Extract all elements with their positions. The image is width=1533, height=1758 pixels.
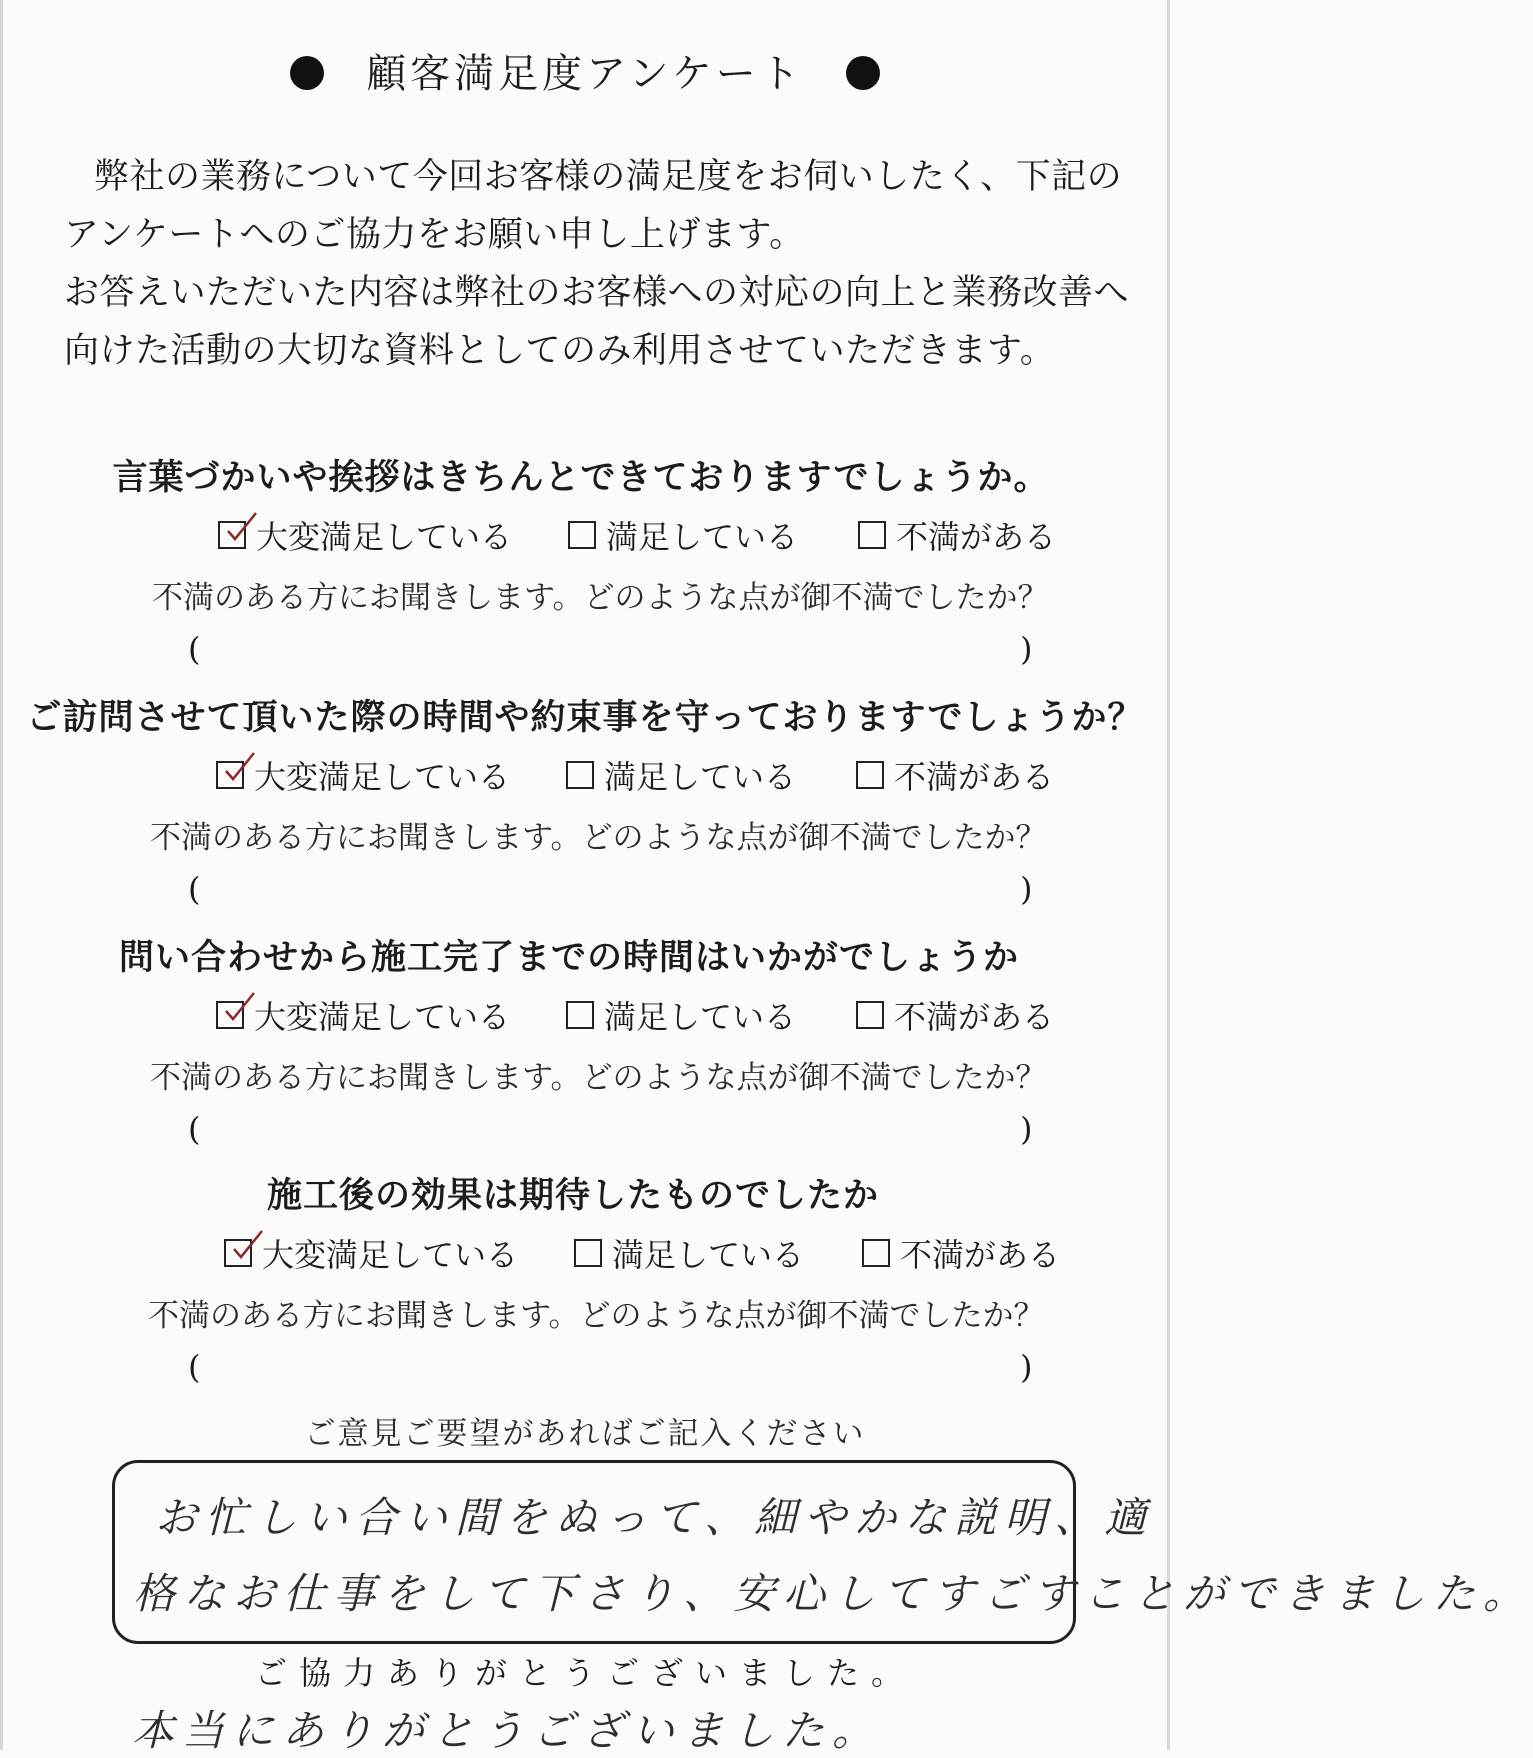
checkbox-unchecked[interactable] (862, 1239, 890, 1267)
checkbox-checked[interactable] (224, 1239, 252, 1267)
bullet-dot-icon (290, 56, 324, 90)
answer-paren-open: ( (188, 1110, 201, 1148)
check-mark-icon (222, 511, 258, 547)
check-mark-icon (220, 991, 256, 1027)
checkbox-unchecked[interactable] (574, 1239, 602, 1267)
answer-paren-close: ) (1020, 630, 1033, 668)
bullet-dot-icon (846, 56, 880, 90)
option-label: 大変満足している (254, 998, 511, 1036)
option-label: 大変満足している (254, 758, 511, 796)
question-1 (0, 450, 1170, 690)
checkbox-unchecked[interactable] (856, 761, 884, 789)
question-3 (0, 930, 1170, 1170)
comment-line: 格なお仕事をして下さり、安心してすごすことができました。 (133, 1569, 1533, 1618)
intro-line: 向けた活動の大切な資料としてのみ利用させていただきます。 (64, 331, 1056, 371)
checkbox-checked[interactable] (216, 1001, 244, 1029)
answer-paren-open: ( (188, 870, 201, 908)
answer-paren-close: ) (1020, 870, 1033, 908)
option-label: 不満がある (896, 518, 1057, 556)
option-very-satisfied[interactable] (216, 992, 510, 1038)
option-label: 満足している (604, 998, 797, 1036)
option-dissatisfied[interactable] (856, 752, 1054, 798)
option-label: 不満がある (894, 758, 1055, 796)
follow-up-question: 不満のある方にお聞きします。どのような点が御不満でしたか？ (150, 1060, 1047, 1096)
checkbox-unchecked[interactable] (568, 521, 596, 549)
option-label: 不満がある (900, 1236, 1061, 1274)
check-mark-icon (228, 1229, 264, 1265)
option-label: 満足している (606, 518, 799, 556)
checkbox-checked[interactable] (218, 521, 246, 549)
option-label: 満足している (612, 1236, 805, 1274)
follow-up-question: 不満のある方にお聞きします。どのような点が御不満でしたか？ (148, 1298, 1045, 1334)
option-very-satisfied[interactable] (216, 752, 510, 798)
answer-paren-open: ( (188, 630, 201, 668)
follow-up-question: 不満のある方にお聞きします。どのような点が御不満でしたか？ (150, 820, 1047, 856)
answer-paren-close: ) (1020, 1348, 1033, 1386)
question-3-text: 問い合わせから施工完了までの時間はいかがでしょうか (118, 937, 1019, 978)
option-label: 不満がある (894, 998, 1055, 1036)
option-very-satisfied[interactable] (218, 512, 512, 558)
option-satisfied[interactable] (566, 992, 796, 1038)
intro-line: 弊社の業務について今回お客様の満足度をお伺いしたく、下記の (94, 157, 1123, 197)
handwritten-signoff: 本当にありがとうございました。 (132, 1706, 883, 1755)
survey-title-row (0, 42, 1170, 99)
question-2-text: ご訪問させて頂いた際の時間や約束事を守っておりますでしょうか？ (26, 697, 1144, 738)
option-dissatisfied[interactable] (856, 992, 1054, 1038)
option-label: 大変満足している (256, 518, 513, 556)
thanks-text: ご協力ありがとうございました。 (254, 1654, 915, 1692)
check-mark-icon (220, 751, 256, 787)
option-label: 満足している (604, 758, 797, 796)
question-1-text: 言葉づかいや挨拶はきちんとできておりますでしょうか。 (112, 457, 1050, 498)
checkbox-unchecked[interactable] (856, 1001, 884, 1029)
answer-paren-open: ( (188, 1348, 201, 1386)
survey-title: 顧客満足度アンケート (366, 51, 804, 97)
comment-box[interactable] (112, 1460, 1533, 1644)
checkbox-unchecked[interactable] (858, 521, 886, 549)
option-very-satisfied[interactable] (224, 1230, 518, 1276)
question-4 (0, 1168, 1170, 1408)
option-label: 大変満足している (262, 1236, 519, 1274)
option-satisfied[interactable] (574, 1230, 804, 1276)
option-dissatisfied[interactable] (858, 512, 1056, 558)
comments-label: ご意見ご要望があればご記入ください (304, 1416, 866, 1452)
comment-line: お忙しい合い間をぬって、細やかな説明、適 (155, 1493, 1155, 1542)
option-dissatisfied[interactable] (862, 1230, 1060, 1276)
intro-line: アンケートへのご協力をお願い申し上げます。 (64, 215, 805, 255)
follow-up-question: 不満のある方にお聞きします。どのような点が御不満でしたか？ (152, 580, 1049, 616)
answer-paren-close: ) (1020, 1110, 1033, 1148)
intro-text (64, 148, 1134, 380)
checkbox-checked[interactable] (216, 761, 244, 789)
option-satisfied[interactable] (568, 512, 798, 558)
checkbox-unchecked[interactable] (566, 1001, 594, 1029)
question-4-text: 施工後の効果は期待したものでしたか (266, 1175, 879, 1216)
intro-line: お答えいただいた内容は弊社のお客様への対応の向上と業務改善へ (64, 273, 1130, 313)
option-satisfied[interactable] (566, 752, 796, 798)
checkbox-unchecked[interactable] (566, 761, 594, 789)
question-2 (0, 690, 1170, 930)
